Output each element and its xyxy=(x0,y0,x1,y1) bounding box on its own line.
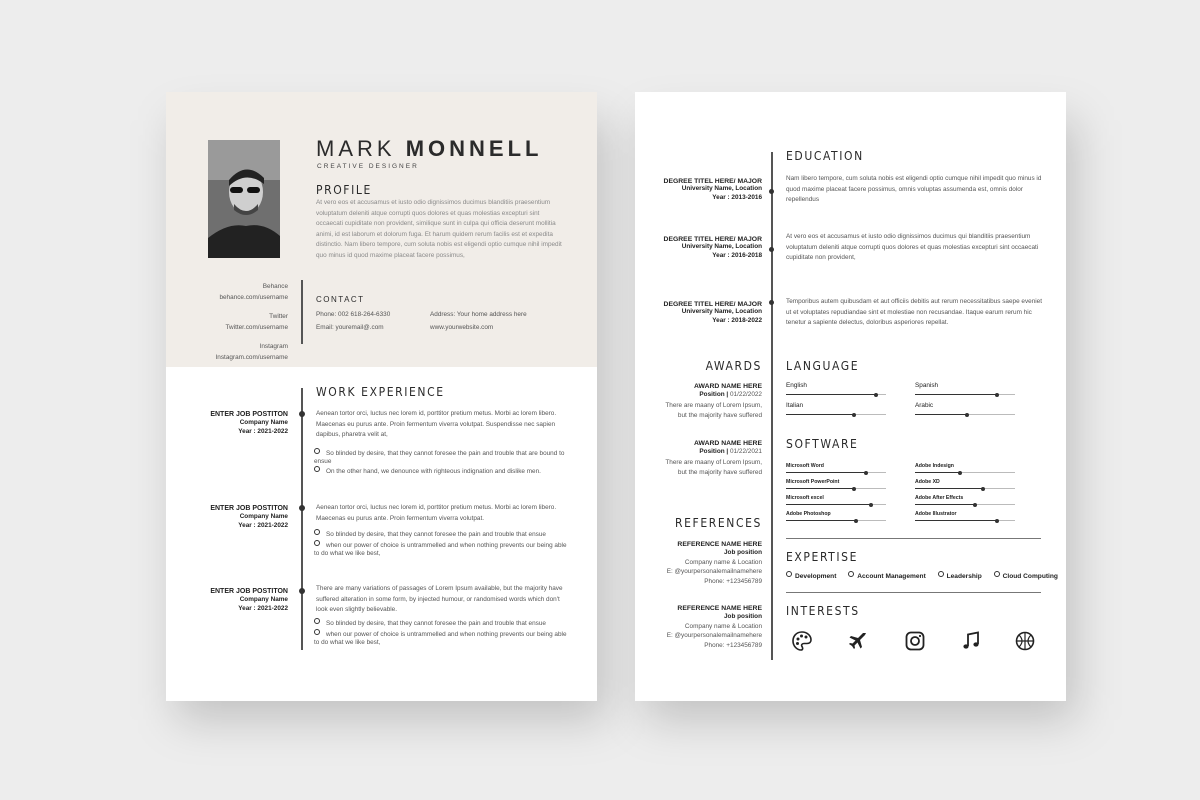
expertise-item xyxy=(938,573,982,580)
profile-heading: PROFILE xyxy=(316,183,372,197)
job-1-company: Company Name xyxy=(239,419,288,426)
language-bar-knob xyxy=(852,413,856,417)
software-bar-fill xyxy=(786,520,856,521)
reference-1-position: Job position xyxy=(724,549,762,556)
job-2-bullet-2-text: when our power of choice is untrammelled and when nothing prevents our being able to do what we like best, xyxy=(314,542,567,557)
profile-text: At vero eos et accusamus et iusto odio dignissimos ducimus blanditiis praesentium voluptatum deleniti atque corrupti quos dolores et quas molestias excepturi sint occaecati cupiditate non provident, similique sunt in culpa qui officia deserunt mollitia animi, id est laborum et dolorum fuga. Et harum quidem rerum facilis est et expedita distinctio. Nam libero tempore, cum soluta nobis est eligendi optio cumque nihil impedit quo minus id quod maxime placeat facere possimus, xyxy=(316,199,562,259)
job-3-marker xyxy=(299,588,305,594)
job-2-bullet-1 xyxy=(314,529,572,539)
software-bar-fill xyxy=(915,520,997,521)
resume-page-1 xyxy=(166,92,597,701)
expertise-item xyxy=(994,573,1058,580)
reference-2-name: REFERENCE NAME HERE xyxy=(677,605,762,612)
software-bar-fill xyxy=(915,504,975,505)
education-1-university: University Name, Location xyxy=(681,185,762,192)
work-heading: WORK EXPERIENCE xyxy=(316,385,445,399)
job-2-year: Year : 2021-2022 xyxy=(238,522,288,529)
interests-icons xyxy=(786,630,1046,654)
award-2-date: 01/22/2021 xyxy=(730,448,762,455)
instagram-icon xyxy=(904,630,926,652)
job-1-description: Aenean tortor orci, luctus nec lorem id, porttitor pretium metus. Morbi ac lorem libero. Maecenas eu purus ante. Proin fermentum viverra volutpat. Suspendisse nec sapien dapibus, pharetra velit at, xyxy=(316,410,557,438)
job-1-bullet-1-text: So blinded by desire, that they cannot foresee the pain and trouble that are bound to ensue xyxy=(314,450,565,465)
education-3-marker xyxy=(769,300,774,305)
expertise-list xyxy=(786,571,1058,580)
contact-email[interactable]: Email: youremail@.com xyxy=(316,324,384,331)
job-2-marker xyxy=(299,505,305,511)
software-label: Microsoft Word xyxy=(786,463,824,469)
reference-1-phone: Phone: +123456789 xyxy=(704,577,762,585)
language-bar-knob xyxy=(965,413,969,417)
job-1-bullet-2-text: On the other hand, we denounce with righteous indignation and dislike men. xyxy=(326,468,541,475)
twitter-link[interactable]: Twitter.com/username xyxy=(225,323,288,331)
expertise-item-label: Account Management xyxy=(857,573,926,580)
bullet-ring-icon xyxy=(314,629,320,635)
expertise-item xyxy=(786,573,836,580)
job-3-bullet-2 xyxy=(314,629,572,647)
expertise-item xyxy=(848,573,926,580)
instagram-label: Instagram xyxy=(259,343,288,350)
software-bar-knob xyxy=(995,519,999,523)
education-2-marker xyxy=(769,247,774,252)
bullet-ring-icon xyxy=(314,466,320,472)
job-1-bullet-1 xyxy=(314,448,572,466)
education-2-text: At vero eos et accusamus et iusto odio dignissimos ducimus qui blanditiis praesentium voluptatum deleniti atque corrupti quos dolores et quas molestias excepturi sint occaecati cupiditate non provident, xyxy=(786,233,1039,261)
contact-address: Address: Your home address here xyxy=(430,311,527,318)
references-heading: REFERENCES xyxy=(675,516,762,530)
job-2-bullet-2 xyxy=(314,540,572,558)
reference-1-company: Company name & Location xyxy=(684,558,762,566)
basketball-icon xyxy=(1014,630,1036,652)
language-heading: LANGUAGE xyxy=(786,359,860,373)
software-bar-knob xyxy=(869,503,873,507)
reference-2-phone: Phone: +123456789 xyxy=(704,641,762,649)
expertise-heading: EXPERTISE xyxy=(786,550,859,564)
education-2-year: Year : 2016-2018 xyxy=(712,251,762,259)
job-2-title: ENTER JOB POSTITON xyxy=(210,505,288,512)
expertise-item-label: Cloud Computing xyxy=(1002,573,1058,580)
software-bar-knob xyxy=(958,471,962,475)
contact-heading: CONTACT xyxy=(316,295,365,304)
software-label: Adobe After Effects xyxy=(915,495,964,501)
work-timeline xyxy=(301,388,303,650)
airplane-icon xyxy=(847,630,869,652)
education-3-meta xyxy=(655,301,762,325)
education-1-meta xyxy=(655,178,762,202)
education-2-university: University Name, Location xyxy=(681,243,762,250)
bullet-ring-icon xyxy=(314,618,320,624)
job-3-year: Year : 2021-2022 xyxy=(238,605,288,612)
job-1-title: ENTER JOB POSTITON xyxy=(210,411,288,418)
bullet-ring-icon xyxy=(848,571,854,577)
contact-website[interactable]: www.yourwebsite.com xyxy=(430,324,494,331)
software-label: Adobe Indesign xyxy=(915,463,954,469)
software-bar-fill xyxy=(786,472,866,473)
education-1-degree: DEGREE TITEL HERE/ MAJOR xyxy=(663,178,762,185)
software-bar-fill xyxy=(915,472,960,473)
language-label: Arabic xyxy=(915,402,934,409)
education-1-text: Nam libero tempore, cum soluta nobis est eligendi optio cumque nihil impedit quo minus id quod maxime placeat facere possimus, omnis voluptas assumenda est, omnis dolor repellendus xyxy=(786,175,1042,203)
education-1-year: Year : 2013-2016 xyxy=(712,193,762,201)
behance-link[interactable]: behance.com/username xyxy=(219,293,288,301)
education-2-meta xyxy=(655,236,762,260)
job-1-year: Year : 2021-2022 xyxy=(238,428,288,435)
reference-2-position: Job position xyxy=(724,613,762,620)
language-bar-knob xyxy=(874,393,878,397)
award-1-name: AWARD NAME HERE xyxy=(694,383,762,390)
software-label: Adobe Photoshop xyxy=(786,511,831,517)
bullet-ring-icon xyxy=(994,571,1000,577)
reference-item-2 xyxy=(645,605,762,650)
social-block xyxy=(186,282,288,363)
job-1-meta xyxy=(186,411,288,436)
profile-photo xyxy=(208,140,280,258)
language-label: Italian xyxy=(786,402,804,409)
job-2-meta xyxy=(186,505,288,530)
education-3-year: Year : 2018-2022 xyxy=(712,316,762,324)
award-2-line-1: There are maany of Lorem Ipsum, xyxy=(665,458,762,466)
reference-2-email[interactable]: E: @yourpersonalemailnamehere xyxy=(666,632,762,639)
resume-page-2 xyxy=(635,92,1066,701)
language-bar-fill xyxy=(915,414,967,415)
reference-2-company: Company name & Location xyxy=(684,622,762,630)
award-2-position: Position xyxy=(699,448,725,455)
award-1-date: 01/22/2022 xyxy=(730,391,762,398)
award-1-position: Position xyxy=(699,391,725,398)
bullet-ring-icon xyxy=(314,540,320,546)
language-bar-fill xyxy=(915,394,997,395)
instagram-link[interactable]: Instagram.com/username xyxy=(215,353,288,361)
software-bar-fill xyxy=(786,504,871,505)
interests-heading: INTERESTS xyxy=(786,604,860,618)
job-3-meta xyxy=(186,588,288,613)
award-2-name: AWARD NAME HERE xyxy=(694,440,762,447)
award-1-line-2: but the majority have suffered xyxy=(677,412,762,419)
education-3-degree: DEGREE TITEL HERE/ MAJOR xyxy=(663,301,762,308)
job-3-bullet-1-text: So blinded by desire, that they cannot foresee the pain and trouble that ensue xyxy=(326,620,546,627)
education-heading: EDUCATION xyxy=(786,149,864,163)
software-bar-knob xyxy=(981,487,985,491)
bullet-ring-icon xyxy=(314,529,320,535)
candidate-name xyxy=(316,136,542,162)
job-3-company: Company Name xyxy=(239,596,288,603)
award-1-separator: | xyxy=(726,391,729,398)
education-1-marker xyxy=(769,189,774,194)
behance-label: Behance xyxy=(262,283,288,290)
reference-item-1 xyxy=(645,541,762,586)
bullet-ring-icon xyxy=(786,571,792,577)
software-bar-fill xyxy=(786,488,854,489)
software-bar-knob xyxy=(973,503,977,507)
award-2-position-line xyxy=(655,447,762,458)
software-label: Adobe XD xyxy=(915,479,940,485)
job-2-company: Company Name xyxy=(239,513,288,520)
candidate-role: CREATIVE DESIGNER xyxy=(317,163,419,170)
palette-icon xyxy=(791,630,813,652)
award-1-line-1: There are maany of Lorem Ipsum, xyxy=(665,401,762,409)
bullet-ring-icon xyxy=(314,448,320,454)
software-bar-knob xyxy=(864,471,868,475)
language-bar-fill xyxy=(786,394,876,395)
language-label: English xyxy=(786,382,807,389)
job-1-marker xyxy=(299,411,305,417)
award-1-position-line xyxy=(655,390,762,401)
education-3-text: Temporibus autem quibusdam et aut officiis debitis aut rerum necessitatibus saepe eveniet ut et voluptates repudiandae sint et molestiae non recusandae. Itaque earum rerum hic tenetur a sapiente delectus, doloribus asperiores repellat. xyxy=(786,298,1043,326)
software-bar-knob xyxy=(854,519,858,523)
contact-divider xyxy=(301,280,303,344)
software-label: Adobe Illustrator xyxy=(915,511,957,517)
expertise-item-label: Development xyxy=(795,573,837,580)
language-bar-fill xyxy=(786,414,854,415)
software-bar-knob xyxy=(852,487,856,491)
expertise-top-rule xyxy=(786,538,1041,539)
job-3-title: ENTER JOB POSTITON xyxy=(210,588,288,595)
education-2-degree: DEGREE TITEL HERE/ MAJOR xyxy=(663,236,762,243)
job-3-bullet-2-text: when our power of choice is untrammelled and when nothing prevents our being able to do what we like best, xyxy=(314,631,567,646)
twitter-label: Twitter xyxy=(269,313,288,320)
software-label: Microsoft excel xyxy=(786,495,824,501)
awards-heading: AWARDS xyxy=(705,359,762,373)
main-divider xyxy=(771,152,773,660)
reference-1-name: REFERENCE NAME HERE xyxy=(677,541,762,548)
software-label: Microsoft PowerPoint xyxy=(786,479,840,485)
job-3-bullet-1 xyxy=(314,618,572,628)
job-3-description: There are many variations of passages of Lorem Ipsum available, but the majority have suffered alteration in some form, by injected humour, or randomised words which don't look even slightly believable. xyxy=(316,585,563,613)
last-name: MONNELL xyxy=(405,136,543,161)
software-heading: SOFTWARE xyxy=(786,437,859,451)
reference-1-email[interactable]: E: @yourpersonalemailnamehere xyxy=(666,568,762,575)
contact-phone: Phone: 002 618-264-6330 xyxy=(316,311,391,318)
bullet-ring-icon xyxy=(938,571,944,577)
education-3-university: University Name, Location xyxy=(681,308,762,315)
job-2-description: Aenean tortor orci, luctus nec lorem id, porttitor pretium metus. Morbi ac lorem libero. Maecenas eu purus ante. Proin fermentum viverra volutpat. xyxy=(316,504,557,522)
language-bar-knob xyxy=(995,393,999,397)
expertise-item-label: Leadership xyxy=(946,573,982,580)
software-bar-fill xyxy=(915,488,983,489)
award-item-1 xyxy=(655,383,762,422)
award-2-line-2: but the majority have suffered xyxy=(677,469,762,476)
expertise-bottom-rule xyxy=(786,592,1041,593)
award-item-2 xyxy=(655,440,762,479)
language-label: Spanish xyxy=(915,382,939,389)
music-note-icon xyxy=(960,630,982,652)
job-1-bullet-2 xyxy=(314,466,572,476)
first-name: MARK xyxy=(316,136,396,161)
job-2-bullet-1-text: So blinded by desire, that they cannot foresee the pain and trouble that ensue xyxy=(326,531,546,538)
award-2-separator: | xyxy=(726,448,729,455)
